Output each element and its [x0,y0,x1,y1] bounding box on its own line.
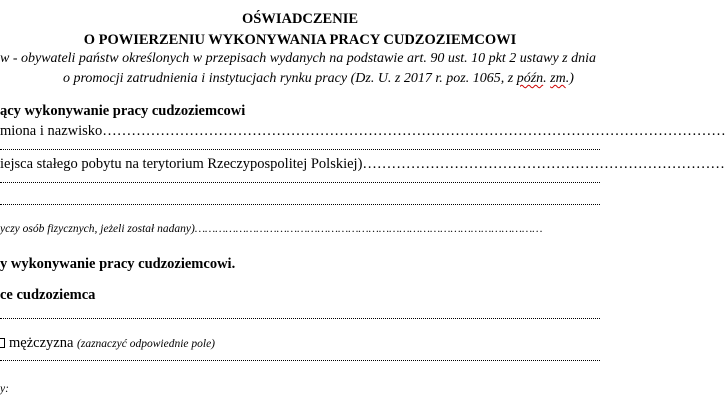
foreigner-next-field-label: y: [0,383,9,395]
employer-pesel-field[interactable]: yczy osób fizycznych, jeżeli został nadany)………………………………………………………………………………………… [0,223,543,235]
foreigner-name-line[interactable] [0,318,600,319]
foreigner-gender-line[interactable] [0,360,600,361]
employer-address-field[interactable]: iejsca stałego pobytu na terytorium Rzeczypospolitej Polskiej)………………………………………………………………… [0,156,725,172]
male-checkbox[interactable] [0,338,5,348]
legal-basis-abbrev-1: późn [516,71,544,86]
legal-basis-line-2 [63,72,574,86]
employer-address-line-1[interactable] [0,182,600,183]
employer-address-line-2[interactable] [0,204,600,205]
employer-name-continuation-line[interactable] [0,149,600,150]
employer-section-heading: ący wykonywanie pracy cudzoziemcowi [0,103,246,119]
mark-hint: (zaznaczyć odpowiednie pole) [77,338,215,350]
legal-basis-end: .) [565,71,574,86]
statement-text: y wykonywanie pracy cudzoziemcowi. [0,256,236,272]
legal-basis-abbrev-2: zm [550,71,566,86]
document-title: OŚWIADCZENIE [241,11,359,27]
document-subtitle: O POWIERZENIU WYKONYWANIA PRACY CUDZOZIEMCOWI [83,32,517,48]
legal-basis-text: o promocji zatrudnienia i instytucjach rynku pracy (Dz. U. z 2017 r. poz. 1065, z [63,71,517,86]
employer-name-field[interactable]: miona i nazwisko………………………………………………………………………………………………………………… [0,123,726,139]
legal-basis-sep: . [543,71,551,86]
male-label: mężczyzna [9,335,74,351]
gender-row [0,336,215,351]
foreigner-section-heading: ce cudzoziemca [0,287,96,303]
legal-basis-line-1: w - obywateli państw określonych w przepisach wydanych na podstawie art. 90 ust. 10 pkt 2 ustawy z dnia [0,51,596,66]
